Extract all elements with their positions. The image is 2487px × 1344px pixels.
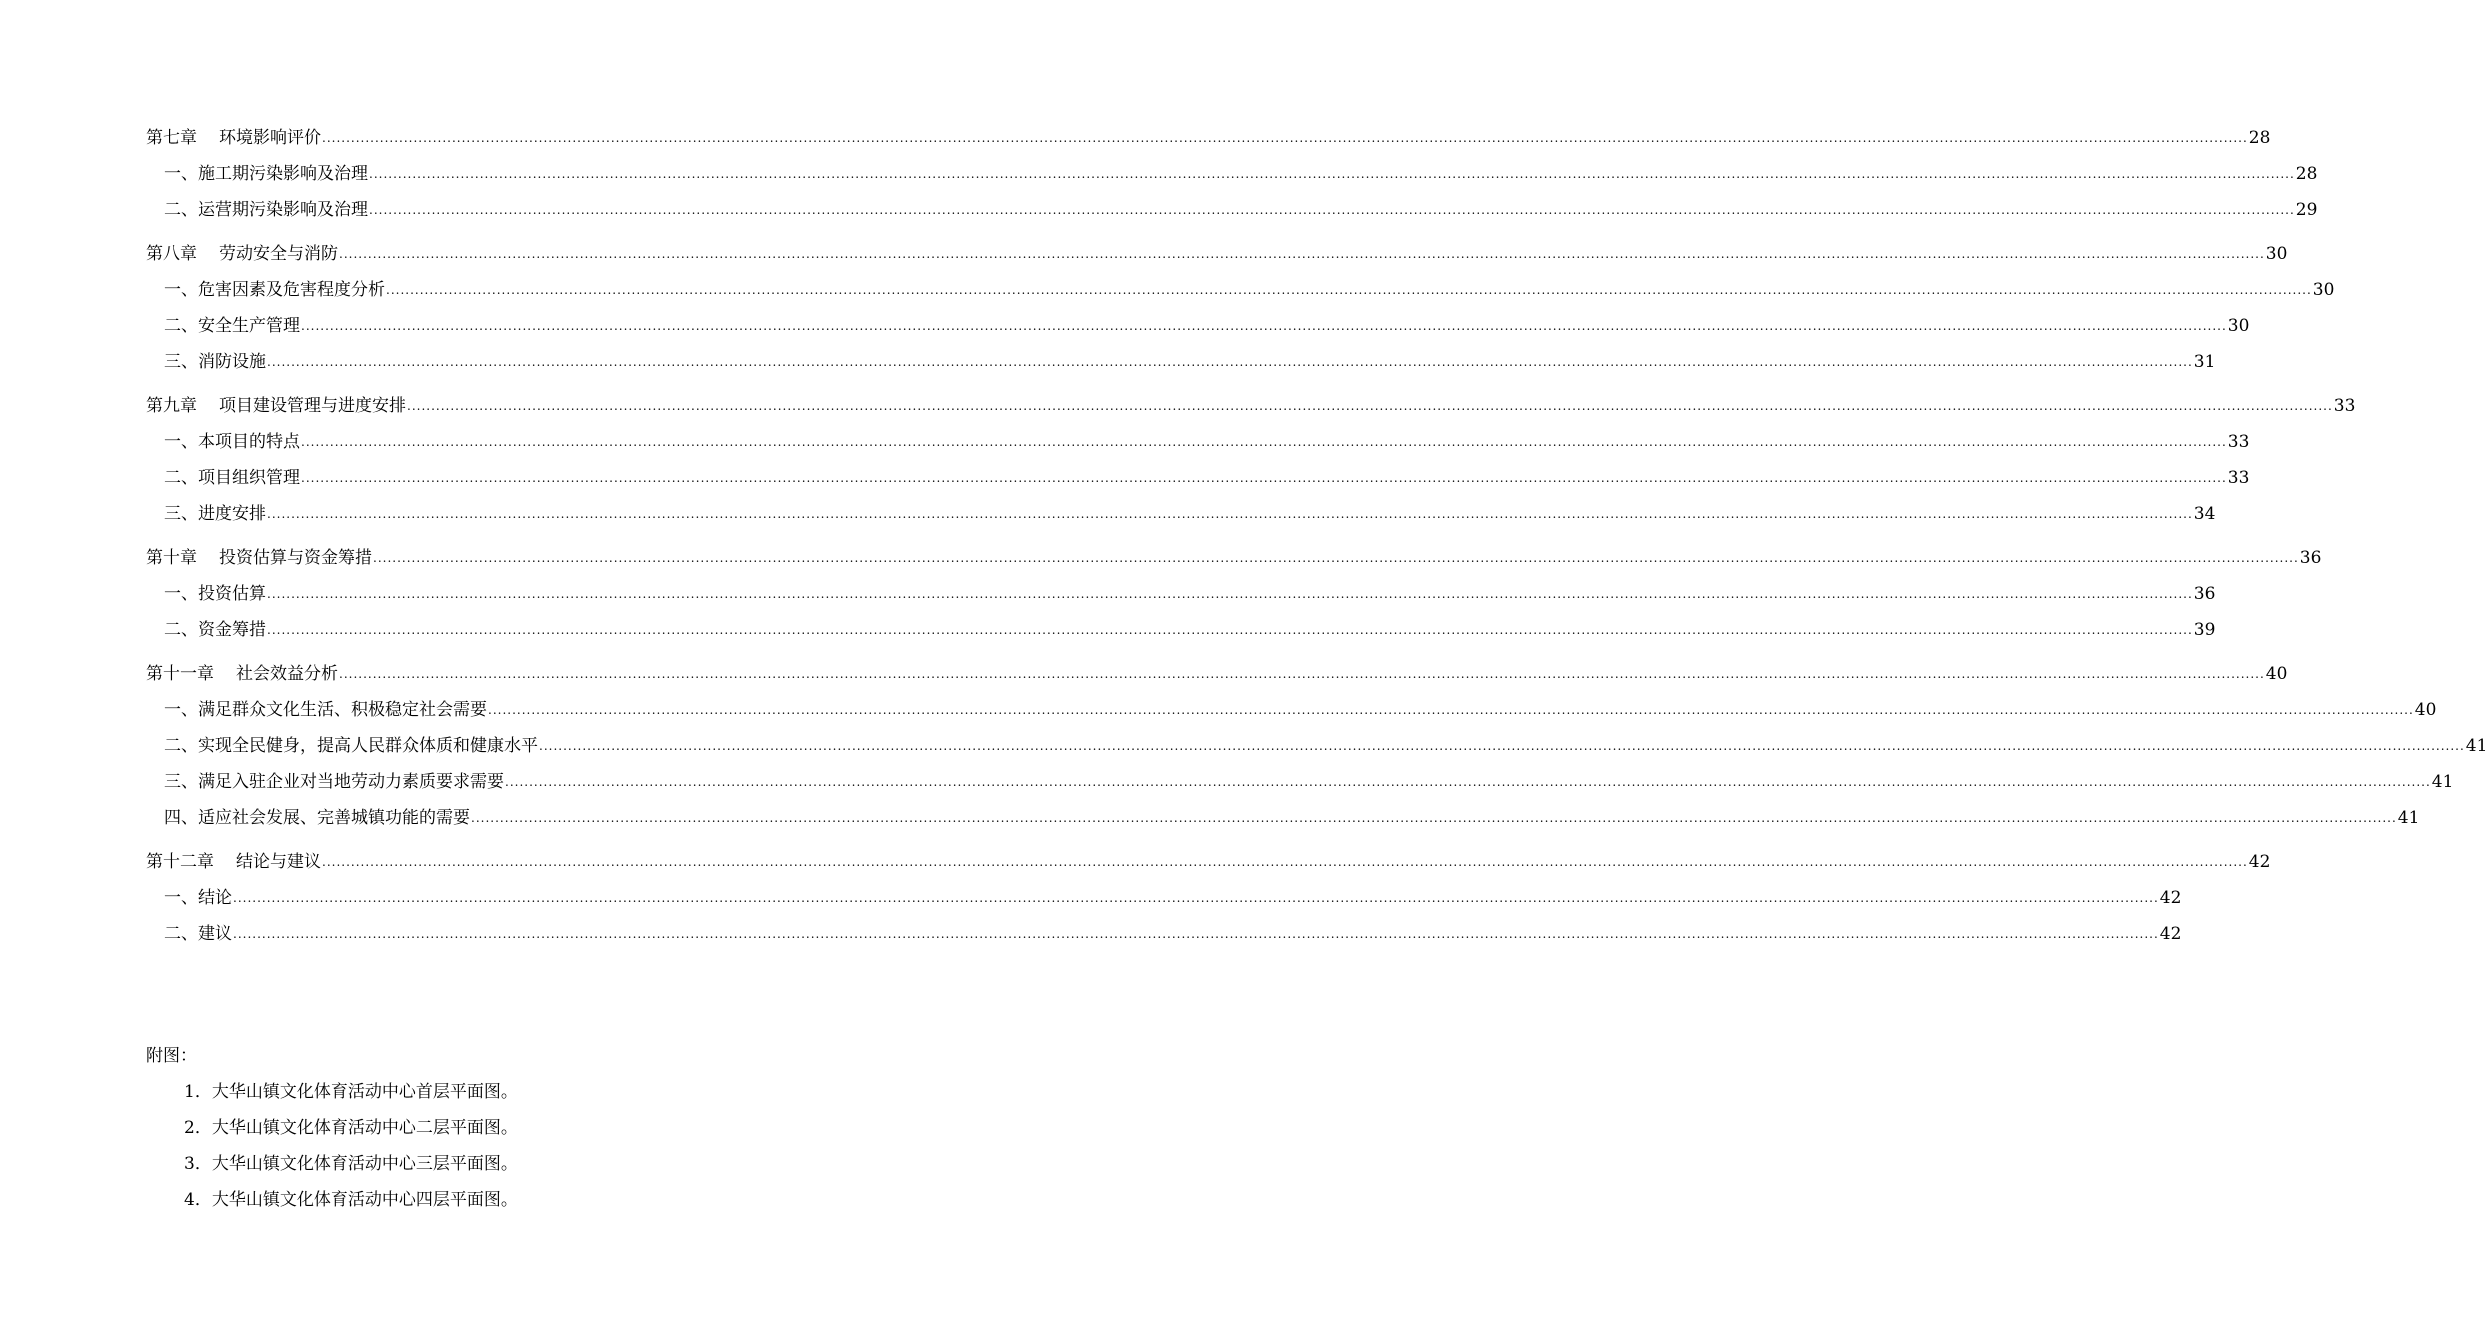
toc-entry-label: 二、实现全民健身，提高人民群众体质和健康水平 [164,736,538,756]
toc-entry-label: 二、建议 [164,924,232,944]
page-number: 39 [2193,620,2216,640]
toc-section-row[interactable] [146,316,2250,336]
toc-section-row[interactable] [146,808,2420,828]
dot-leader: ................................................................................................................................................................................................................................................................................................................................................................................................................ [505,775,2431,789]
page-number: 41 [2431,772,2454,792]
page-number: 30 [2227,316,2250,336]
chapter-title: 项目建设管理与进度安排 [219,396,406,416]
table-of-contents [146,124,2487,944]
toc-chapter-row[interactable] [146,548,2322,568]
dot-leader: ................................................................................................................................................................................................................................................................................................................................................................................................................ [471,811,2397,825]
toc-entry-label: 二、运营期污染影响及治理 [164,200,368,220]
dot-leader: ................................................................................................................................................................................................................................................................................................................................................................................................................ [488,703,2414,717]
appendix-item: 3．大华山镇文化体育活动中心三层平面图。 [184,1154,518,1174]
chapter-title: 社会效益分析 [236,664,338,684]
page-number: 30 [2312,280,2335,300]
dot-leader: ................................................................................................................................................................................................................................................................................................................................................................................................................ [267,587,2193,601]
page-number: 33 [2227,468,2250,488]
toc-section-row[interactable] [146,888,2182,908]
toc-section-row[interactable] [146,736,2487,756]
toc-entry-label [146,664,339,684]
toc-entry-label: 一、本项目的特点 [164,432,300,452]
appendix [146,1046,518,1226]
toc-section-row[interactable] [146,352,2216,372]
toc-entry-label [146,128,322,148]
dot-leader: ................................................................................................................................................................................................................................................................................................................................................................................................................ [267,507,2193,521]
toc-section-row[interactable] [146,504,2216,524]
appendix-item: 2．大华山镇文化体育活动中心二层平面图。 [184,1118,518,1138]
page-number: 28 [2248,128,2271,148]
toc-chapter-row[interactable] [146,396,2356,416]
page-number: 33 [2227,432,2250,452]
chapter-title: 投资估算与资金筹措 [219,548,372,568]
toc-chapter-row[interactable] [146,244,2288,264]
dot-leader: ................................................................................................................................................................................................................................................................................................................................................................................................................ [373,551,2299,565]
dot-leader: ................................................................................................................................................................................................................................................................................................................................................................................................................ [369,167,2295,181]
toc-section-row[interactable] [146,200,2318,220]
page-number: 36 [2193,584,2216,604]
dot-leader: ................................................................................................................................................................................................................................................................................................................................................................................................................ [369,203,2295,217]
toc-section-row[interactable] [146,772,2454,792]
page-number: 34 [2193,504,2216,524]
dot-leader: ................................................................................................................................................................................................................................................................................................................................................................................................................ [233,927,2159,941]
toc-entry-label [146,396,407,416]
toc-chapter-row[interactable] [146,664,2288,684]
chapter-number: 第七章 [146,128,197,148]
page-number: 33 [2333,396,2356,416]
dot-leader: ................................................................................................................................................................................................................................................................................................................................................................................................................ [339,247,2265,261]
toc-section-row[interactable] [146,164,2318,184]
page-number: 29 [2295,200,2318,220]
dot-leader: ................................................................................................................................................................................................................................................................................................................................................................................................................ [407,399,2333,413]
toc-entry-label: 一、施工期污染影响及治理 [164,164,368,184]
page-number: 42 [2159,888,2182,908]
page-number: 31 [2193,352,2216,372]
toc-section-row[interactable] [146,432,2250,452]
toc-entry-label [146,548,373,568]
page-number: 30 [2265,244,2288,264]
toc-entry-label: 四、适应社会发展、完善城镇功能的需要 [164,808,470,828]
appendix-item: 4．大华山镇文化体育活动中心四层平面图。 [184,1190,518,1210]
appendix-item: 1．大华山镇文化体育活动中心首层平面图。 [184,1082,518,1102]
toc-section-row[interactable] [146,280,2335,300]
chapter-number: 第八章 [146,244,197,264]
chapter-title: 环境影响评价 [219,128,321,148]
dot-leader: ................................................................................................................................................................................................................................................................................................................................................................................................................ [267,623,2193,637]
chapter-number: 第十章 [146,548,197,568]
toc-chapter-row[interactable] [146,852,2271,872]
toc-entry-label: 一、投资估算 [164,584,266,604]
toc-entry-label: 三、消防设施 [164,352,266,372]
page-number: 41 [2397,808,2420,828]
toc-entry-label: 一、满足群众文化生活、积极稳定社会需要 [164,700,487,720]
toc-entry-label [146,852,322,872]
dot-leader: ................................................................................................................................................................................................................................................................................................................................................................................................................ [322,131,2248,145]
chapter-number: 第十一章 [146,664,214,684]
appendix-title: 附图： [146,1046,197,1066]
dot-leader: ................................................................................................................................................................................................................................................................................................................................................................................................................ [322,855,2248,869]
dot-leader: ................................................................................................................................................................................................................................................................................................................................................................................................................ [267,355,2193,369]
toc-section-row[interactable] [146,584,2216,604]
dot-leader: ................................................................................................................................................................................................................................................................................................................................................................................................................ [233,891,2159,905]
toc-chapter-row[interactable] [146,128,2271,148]
dot-leader: ................................................................................................................................................................................................................................................................................................................................................................................................................ [386,283,2312,297]
dot-leader: ................................................................................................................................................................................................................................................................................................................................................................................................................ [301,319,2227,333]
chapter-title: 结论与建议 [236,852,321,872]
dot-leader: ................................................................................................................................................................................................................................................................................................................................................................................................................ [539,739,2465,753]
dot-leader: ................................................................................................................................................................................................................................................................................................................................................................................................................ [301,471,2227,485]
toc-section-row[interactable] [146,924,2182,944]
toc-entry-label: 三、满足入驻企业对当地劳动力素质要求需要 [164,772,504,792]
dot-leader: ................................................................................................................................................................................................................................................................................................................................................................................................................ [301,435,2227,449]
chapter-number: 第九章 [146,396,197,416]
toc-section-row[interactable] [146,700,2437,720]
toc-section-row[interactable] [146,468,2250,488]
toc-entry-label: 三、进度安排 [164,504,266,524]
chapter-title: 劳动安全与消防 [219,244,338,264]
page-number: 40 [2414,700,2437,720]
page-number: 28 [2295,164,2318,184]
page-number: 42 [2159,924,2182,944]
toc-section-row[interactable] [146,620,2216,640]
toc-entry-label: 二、项目组织管理 [164,468,300,488]
page-number: 40 [2265,664,2288,684]
toc-entry-label: 一、结论 [164,888,232,908]
dot-leader: ................................................................................................................................................................................................................................................................................................................................................................................................................ [339,667,2265,681]
toc-entry-label: 二、资金筹措 [164,620,266,640]
toc-entry-label: 一、危害因素及危害程度分析 [164,280,385,300]
page-number: 41 [2465,736,2487,756]
toc-entry-label: 二、安全生产管理 [164,316,300,336]
page-number: 36 [2299,548,2322,568]
chapter-number: 第十二章 [146,852,214,872]
toc-entry-label [146,244,339,264]
page-number: 42 [2248,852,2271,872]
